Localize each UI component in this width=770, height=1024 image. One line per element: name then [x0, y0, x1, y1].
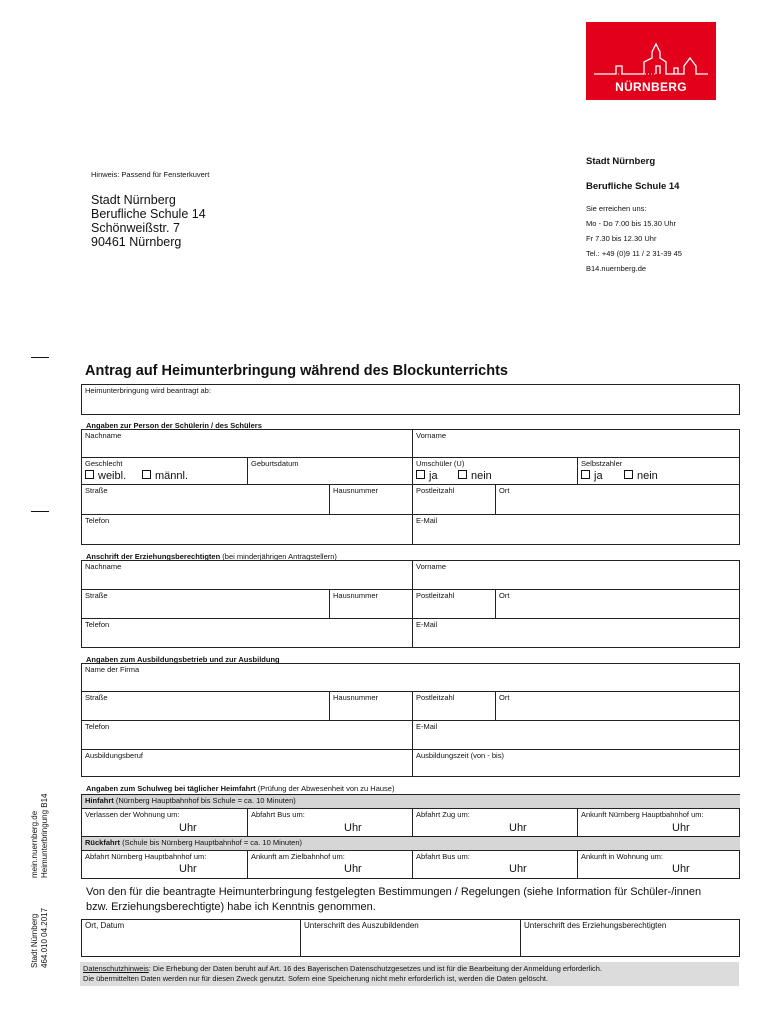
student-geschlecht-field: [82, 458, 248, 485]
student-email-field[interactable]: [413, 515, 740, 544]
signature-guardian-field[interactable]: [521, 920, 740, 956]
privacy-label: Datenschutzhinweis: [83, 964, 149, 973]
label: Telefon: [85, 620, 110, 629]
student-selbstzahler-field: [578, 458, 740, 485]
uhr-unit: Uhr: [344, 863, 362, 875]
checkbox-icon: [142, 470, 151, 479]
label: Hausnummer: [333, 486, 379, 495]
checkbox-label: nein: [471, 470, 492, 482]
rueckfahrt-header: [82, 837, 740, 851]
privacy-notice: [80, 962, 739, 986]
student-vorname-field[interactable]: [413, 430, 740, 458]
privacy-line-1: [83, 964, 736, 974]
uhr-unit: Uhr: [179, 822, 197, 834]
side-text-col2a: mein.nuernberg.de: [30, 810, 39, 878]
side-text-col1a: Stadt Nürnberg: [30, 913, 39, 968]
sender-hours-2: Fr 7.30 bis 12.30 Uhr: [586, 234, 657, 243]
address-line: 90461 Nürnberg: [91, 235, 182, 249]
label: Verlassen der Wohnung um:: [85, 810, 180, 819]
student-heading: Angaben zur Person der Schülerin / des Schülers: [86, 421, 262, 430]
checkbox-label: ja: [594, 470, 603, 482]
hinfahrt-label: [85, 796, 296, 805]
requested-from-label: Heimunterbringung wird beantragt ab:: [85, 386, 211, 395]
checkbox-icon: [581, 470, 590, 479]
hin-wohnung-field[interactable]: [82, 809, 248, 837]
label: E-Mail: [416, 516, 438, 525]
sender-phone: Tel.: +49 (0)9 11 / 2 31-39 45: [586, 249, 682, 258]
heading-bold: Anschrift der Erziehungsberechtigten: [86, 552, 221, 561]
rueck-ziel-field[interactable]: [248, 851, 413, 878]
label: Ort: [499, 591, 510, 600]
training-table: [81, 663, 740, 777]
hinfahrt-header: [82, 795, 740, 809]
label-bold: Hinfahrt: [85, 796, 114, 805]
checkbox-icon: [458, 470, 467, 479]
checkbox-label: ja: [429, 470, 438, 482]
label: Unterschrift des Auszubildenden: [304, 921, 419, 930]
selbstzahler-ja-checkbox[interactable]: [581, 470, 603, 482]
privacy-line-2: Die übermittelten Daten werden nur für diesen Zweck genutzt. Sofern eine Speicherung nicht mehr erforderlich ist, werden die Daten gelöscht.: [83, 974, 549, 983]
label: Hausnummer: [333, 591, 379, 600]
label: Ort: [499, 693, 510, 702]
ort-datum-field[interactable]: [82, 920, 301, 956]
training-telefon-field[interactable]: [82, 721, 413, 750]
umschueler-ja-checkbox[interactable]: [416, 470, 438, 482]
side-text-col2b: Heimunterbringung B14: [40, 793, 49, 878]
guardian-ort-field[interactable]: [496, 590, 740, 619]
uhr-unit: Uhr: [509, 863, 527, 875]
checkbox-icon: [416, 470, 425, 479]
guardian-strasse-field[interactable]: [82, 590, 330, 619]
label: Postleitzahl: [416, 693, 455, 702]
label: Postleitzahl: [416, 486, 455, 495]
address-line: Berufliche Schule 14: [91, 207, 206, 221]
student-table: [81, 429, 740, 545]
label: Abfahrt Zug um:: [416, 810, 470, 819]
training-hausnummer-field[interactable]: [330, 692, 413, 721]
guardian-hausnummer-field[interactable]: [330, 590, 413, 619]
label: Ausbildungsberuf: [85, 751, 143, 760]
training-firma-field[interactable]: [82, 664, 740, 692]
label: Ort, Datum: [85, 921, 125, 930]
nuernberg-logo: [586, 22, 716, 100]
checkbox-label: männl.: [155, 470, 189, 482]
student-plz-field[interactable]: [413, 485, 496, 515]
heading-rest: (bei minderjährigen Antragstellern): [220, 552, 337, 561]
declaration-text: Von den für die beantragte Heimunterbringung festgelegten Bestimmungen / Regelungen (siehe Information für Schüler-/innen bzw. Erziehungsberechtigte) habe ich Kenntnis genommen.: [86, 886, 702, 913]
label: Ankunft Nürnberg Hauptbahnhof um:: [581, 810, 704, 819]
student-ort-field[interactable]: [496, 485, 740, 515]
label: Name der Firma: [85, 665, 140, 674]
checkbox-icon: [85, 470, 94, 479]
sender-web: B14.nuernberg.de: [586, 264, 647, 273]
maennl-checkbox[interactable]: [142, 470, 188, 482]
label: Vorname: [416, 431, 447, 440]
label: Nachname: [85, 431, 122, 440]
checkbox-label: weibl.: [98, 470, 127, 482]
uhr-unit: Uhr: [672, 822, 690, 834]
selbstzahler-nein-checkbox[interactable]: [624, 470, 658, 482]
checkbox-label: nein: [637, 470, 658, 482]
side-text-col1b: 464.010 04.2017: [40, 907, 49, 968]
training-plz-field[interactable]: [413, 692, 496, 721]
label: Hausnummer: [333, 693, 379, 702]
label: Ankunft am Zielbahnhof um:: [251, 852, 345, 861]
label: Geburtsdatum: [251, 459, 299, 468]
rueck-hbf-field[interactable]: [82, 851, 248, 878]
uhr-unit: Uhr: [509, 822, 527, 834]
umschueler-nein-checkbox[interactable]: [458, 470, 492, 482]
label: Umschüler (U): [416, 459, 465, 468]
logo-text: NÜRNBERG: [615, 80, 687, 94]
label: Straße: [85, 591, 108, 600]
guardian-telefon-field[interactable]: [82, 619, 413, 647]
label-bold: Rückfahrt: [85, 838, 121, 847]
commute-heading: [86, 784, 394, 793]
student-hausnummer-field[interactable]: [330, 485, 413, 515]
label: Ausbildungszeit (von - bis): [416, 751, 504, 760]
label-rest: (Schule bis Nürnberg Hauptbahnhof = ca. 10 Minuten): [120, 838, 303, 847]
student-geburtsdatum-field[interactable]: [248, 458, 413, 485]
guardian-table: [81, 560, 740, 648]
rueckfahrt-label: [85, 838, 302, 847]
sender-reach: Sie erreichen uns:: [586, 204, 647, 213]
signature-trainee-field[interactable]: [301, 920, 521, 956]
label: Nachname: [85, 562, 122, 571]
hin-zug-field[interactable]: [413, 809, 578, 837]
training-strasse-field[interactable]: [82, 692, 330, 721]
window-envelope-hint: Hinweis: Passend für Fensterkuvert: [91, 170, 210, 179]
hin-bus-field[interactable]: [248, 809, 413, 837]
signature-table: [81, 919, 740, 957]
label: Ankunft in Wohnung um:: [581, 852, 663, 861]
student-umschueler-field: [413, 458, 578, 485]
training-heading: Angaben zum Ausbildungsbetrieb und zur Ausbildung: [86, 655, 280, 664]
label: Ort: [499, 486, 510, 495]
address-line: Stadt Nürnberg: [91, 193, 176, 207]
heading-rest: (Prüfung der Abwesenheit von zu Hause): [255, 784, 395, 793]
label: E-Mail: [416, 722, 438, 731]
student-telefon-field[interactable]: [82, 515, 413, 544]
guardian-plz-field[interactable]: [413, 590, 496, 619]
training-beruf-field[interactable]: [82, 750, 413, 776]
checkbox-icon: [624, 470, 633, 479]
requested-from-field[interactable]: [81, 384, 740, 415]
label: Unterschrift des Erziehungsberechtigten: [524, 921, 667, 930]
rueck-bus-field[interactable]: [413, 851, 578, 878]
label: Abfahrt Bus um:: [251, 810, 305, 819]
label: Telefon: [85, 516, 110, 525]
label: Straße: [85, 693, 108, 702]
weibl-checkbox[interactable]: [85, 470, 126, 482]
guardian-vorname-field[interactable]: [413, 561, 740, 590]
guardian-nachname-field[interactable]: [82, 561, 413, 590]
label-rest: (Nürnberg Hauptbahnhof bis Schule = ca. 10 Minuten): [113, 796, 296, 805]
label: Postleitzahl: [416, 591, 455, 600]
training-email-field[interactable]: [413, 721, 740, 750]
training-zeit-field[interactable]: [413, 750, 740, 776]
label: Selbstzahler: [581, 459, 623, 468]
label: Abfahrt Nürnberg Hauptbahnhof um:: [85, 852, 207, 861]
form-title: Antrag auf Heimunterbringung während des Blockunterrichts: [85, 363, 508, 379]
label: Abfahrt Bus um:: [416, 852, 470, 861]
hin-hbf-field[interactable]: [578, 809, 740, 837]
recipient-address: [91, 193, 206, 249]
label: Geschlecht: [85, 459, 123, 468]
student-nachname-field[interactable]: [82, 430, 413, 458]
guardian-email-field[interactable]: [413, 619, 740, 647]
student-strasse-field[interactable]: [82, 485, 330, 515]
label: Straße: [85, 486, 108, 495]
privacy-text: : Die Erhebung der Daten beruht auf Art. 16 des Bayerischen Datenschutzgesetzes und ist für die Bearbeitung der Anmeldung erforderlich.: [148, 964, 602, 973]
sender-block: [586, 156, 682, 273]
label: Vorname: [416, 562, 447, 571]
rueck-wohnung-field[interactable]: [578, 851, 740, 878]
label: E-Mail: [416, 620, 438, 629]
uhr-unit: Uhr: [344, 822, 362, 834]
fold-mark: [31, 511, 49, 512]
training-ort-field[interactable]: [496, 692, 740, 721]
fold-mark: [31, 357, 49, 358]
heading-bold: Angaben zum Schulweg bei täglicher Heimfahrt: [86, 784, 256, 793]
label: Telefon: [85, 722, 110, 731]
address-line: Schönweißstr. 7: [91, 221, 180, 235]
uhr-unit: Uhr: [179, 863, 197, 875]
commute-table: [81, 794, 740, 879]
sender-hours-1: Mo - Do 7.00 bis 15.30 Uhr: [586, 219, 677, 228]
uhr-unit: Uhr: [672, 863, 690, 875]
sender-school: Berufliche Schule 14: [586, 181, 680, 192]
sender-city: Stadt Nürnberg: [586, 156, 656, 167]
